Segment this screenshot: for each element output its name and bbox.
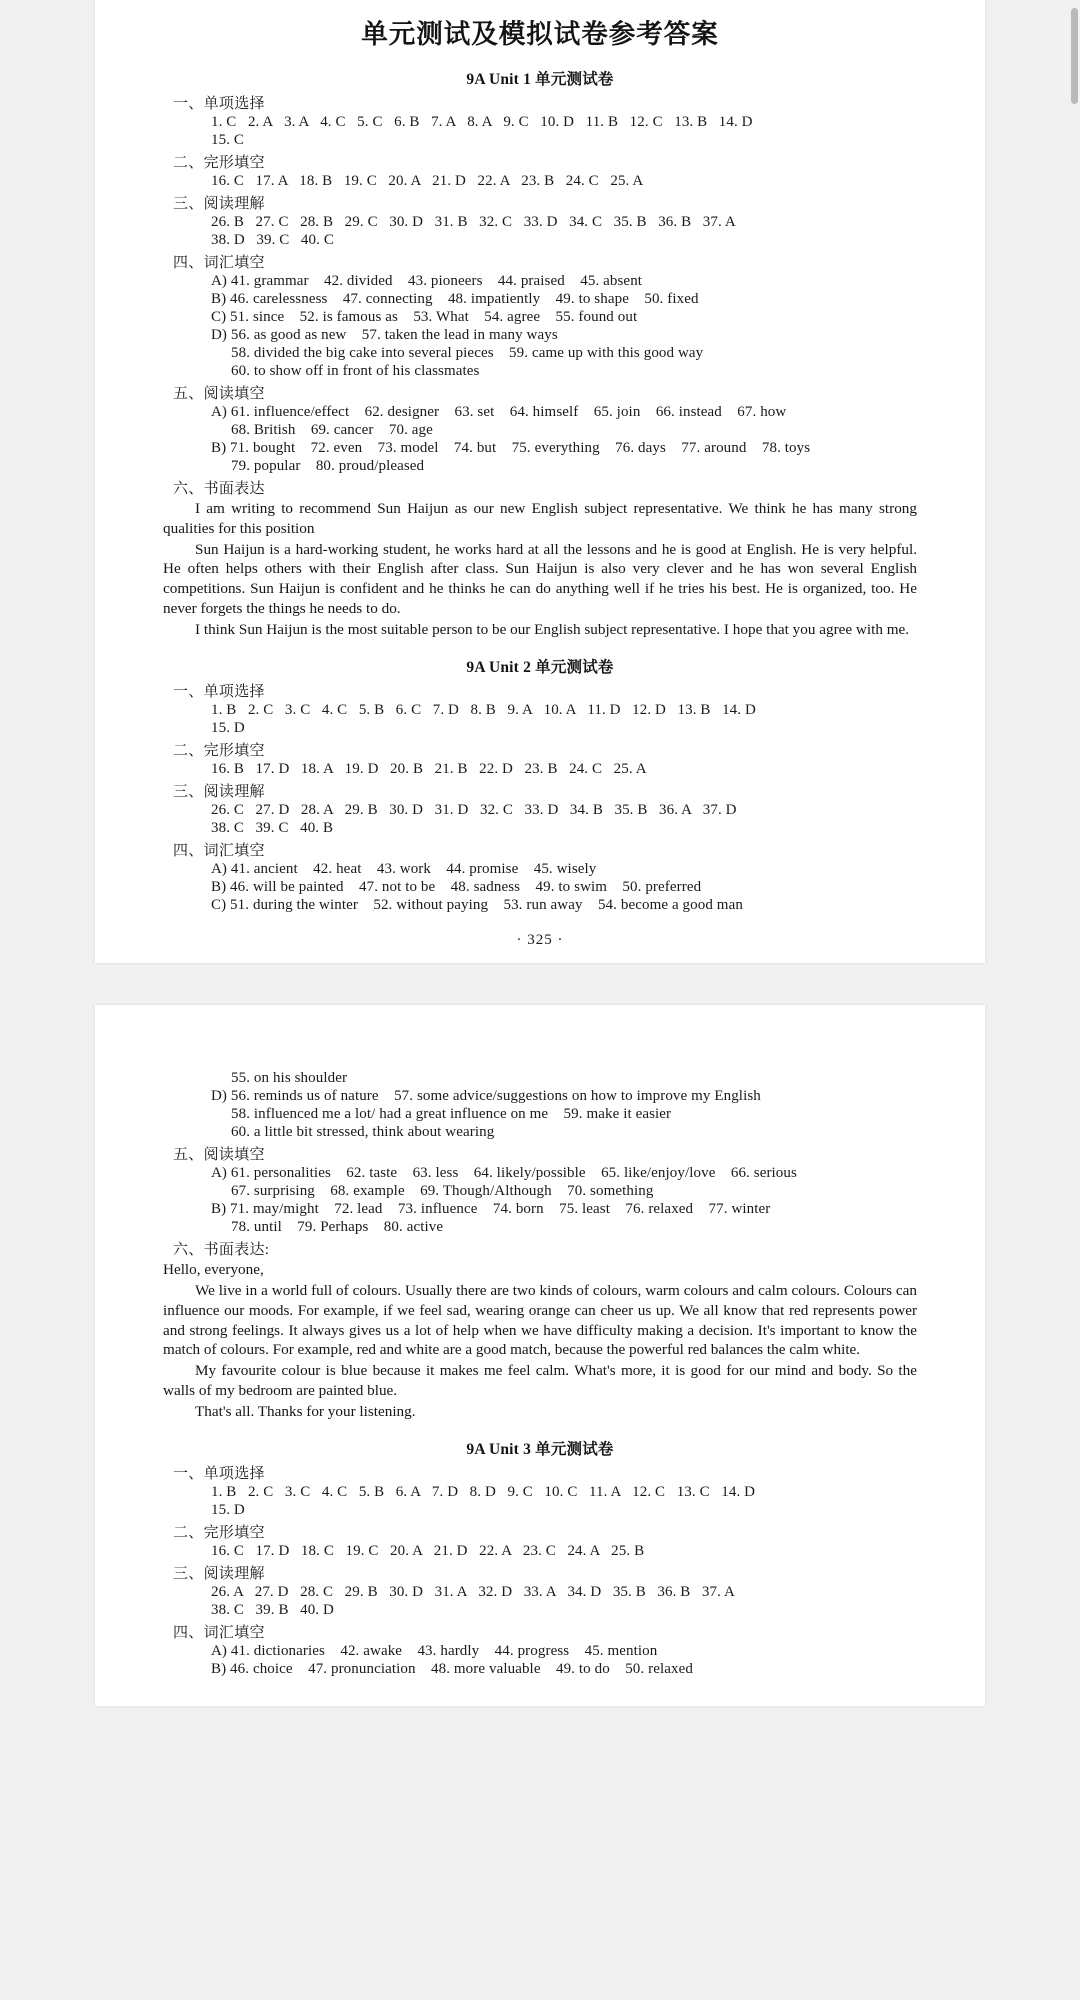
answer-line: 68. British 69. cancer 70. age bbox=[231, 422, 433, 438]
section-head: 四、词汇填空 bbox=[173, 1625, 265, 1642]
section-head: 一、单项选择 bbox=[173, 96, 265, 112]
answer-line: 15. D bbox=[211, 720, 245, 737]
answer-line: 38. C 39. B 40. D bbox=[211, 1602, 334, 1619]
section-head: 一、单项选择 bbox=[173, 684, 265, 701]
section-head: 五、阅读填空 bbox=[173, 386, 265, 402]
section-head: 二、完形填空 bbox=[173, 1525, 265, 1542]
answer-line: A) 41. grammar 42. divided 43. pioneers 44. praised 45. absent bbox=[211, 273, 643, 289]
answer-line: 16. B 17. D 18. A 19. D 20. B 21. B 22. D 23. B 24. C 25. A bbox=[211, 761, 647, 778]
answer-line: 1. B 2. C 3. C 4. C 5. B 6. C 7. D 8. B 9. A 10. A 11. D 12. D 13. B 14. D bbox=[211, 702, 756, 719]
essay-paragraph: That's all. Thanks for your listening. bbox=[195, 1402, 416, 1420]
answer-line: 1. B 2. C 3. C 4. C 5. B 6. A 7. D 8. D 9. C 10. C 11. A 12. C 13. C 14. D bbox=[211, 1484, 756, 1501]
answer-line: A) 61. personalities 62. taste 63. less 64. likely/possible 65. like/enjoy/love 66. serious bbox=[211, 1165, 797, 1182]
answer-line: A) 41. dictionaries 42. awake 43. hardly 44. progress 45. mention bbox=[211, 1643, 658, 1660]
answer-line: B) 46. will be painted 47. not to be 48. sadness 49. to swim 50. preferred bbox=[211, 879, 702, 896]
answer-line: 26. A 27. D 28. C 29. B 30. D 31. A 32. D 33. A 34. D 35. B 36. B 37. A bbox=[211, 1584, 735, 1601]
answer-line: 15. D bbox=[211, 1502, 245, 1519]
answer-line: 58. divided the big cake into several pieces 59. came up with this good way bbox=[231, 345, 704, 361]
section-head: 三、阅读理解 bbox=[173, 784, 265, 801]
answer-line: 67. surprising 68. example 69. Though/Although 70. something bbox=[231, 1183, 654, 1200]
answer-line: C) 51. during the winter 52. without paying 53. run away 54. become a good man bbox=[211, 897, 743, 914]
section-head: 四、词汇填空 bbox=[173, 843, 265, 860]
answer-line: B) 46. carelessness 47. connecting 48. impatiently 49. to shape 50. fixed bbox=[211, 291, 699, 307]
answer-line: 78. until 79. Perhaps 80. active bbox=[231, 1219, 444, 1236]
paper-title-unit1: 9A Unit 1 单元测试卷 bbox=[466, 71, 614, 88]
answer-line: 16. C 17. D 18. C 19. C 20. A 21. D 22. A 23. C 24. A 25. B bbox=[211, 1543, 645, 1560]
answer-line: 38. C 39. C 40. B bbox=[211, 820, 334, 837]
essay-paragraph: Sun Haijun is a hard-working student, he works hard at all the lessons and he is good at English. He is very helpful. He often helps others with their English after class. Sun Haijun is also very clever and he has won several English competitions. Sun Haijun is confident and he thinks he can do anything well if he tries his best. He is organized, too. He never forgets the things he needs to do. bbox=[163, 540, 917, 617]
essay-paragraph: My favourite colour is blue because it makes me feel calm. What's more, it is good for our mind and body. So the walls of my bedroom are painted blue. bbox=[163, 1362, 917, 1399]
answer-line: 26. C 27. D 28. A 29. B 30. D 31. D 32. C 33. D 34. B 35. B 36. A 37. D bbox=[211, 802, 737, 819]
essay-paragraph: I am writing to recommend Sun Haijun as our new English subject representative. We think he has many strong qualities for this position bbox=[163, 500, 917, 537]
answer-line: A) 61. influence/effect 62. designer 63. set 64. himself 65. join 66. instead 67. how bbox=[211, 404, 787, 420]
answer-line: 60. a little bit stressed, think about wearing bbox=[231, 1124, 495, 1141]
document-title: 单元测试及模拟试卷参考答案 bbox=[361, 19, 719, 50]
answer-line: 38. D 39. C 40. C bbox=[211, 232, 334, 248]
answer-line: 55. on his shoulder bbox=[231, 1070, 348, 1087]
answer-line: 26. B 27. C 28. B 29. C 30. D 31. B 32. C 33. D 34. C 35. B 36. B 37. A bbox=[211, 214, 736, 230]
answer-line: 1. C 2. A 3. A 4. C 5. C 6. B 7. A 8. A 9. C 10. D 11. B 12. C 13. B 14. D bbox=[211, 114, 753, 130]
paper-title-unit2: 9A Unit 2 单元测试卷 bbox=[466, 659, 614, 677]
answer-line: D) 56. as good as new 57. taken the lead in many ways bbox=[211, 327, 558, 343]
section-head: 四、词汇填空 bbox=[173, 255, 265, 271]
section-head: 五、阅读填空 bbox=[173, 1147, 265, 1164]
answer-line: D) 56. reminds us of nature 57. some advice/suggestions on how to improve my English bbox=[211, 1088, 761, 1105]
section-head: 二、完形填空 bbox=[173, 743, 265, 760]
essay-salutation: Hello, everyone, bbox=[163, 1261, 264, 1279]
paper-title-unit3: 9A Unit 3 单元测试卷 bbox=[466, 1441, 614, 1459]
document-page-2 bbox=[95, 1005, 985, 1706]
essay-paragraph: We live in a world full of colours. Usually there are two kinds of colours, warm colours and calm colours. Colours can influence our moods. For example, if we feel sad, wearing orange can cheer us up. We all know that red represents power and strong feelings. It always gives us a lot of help when we have difficulty making a decision. It's important to know the match of colours. For example, red and white are a good match, because the powerful red balances the calm white. bbox=[163, 1282, 917, 1359]
document-page-1 bbox=[95, 0, 985, 963]
section-head: 三、阅读理解 bbox=[173, 1566, 265, 1583]
section-head: 六、书面表达: bbox=[173, 1242, 270, 1259]
section-head: 六、书面表达 bbox=[173, 481, 265, 497]
answer-line: 79. popular 80. proud/pleased bbox=[231, 458, 425, 474]
page-separator bbox=[0, 963, 1080, 1005]
answer-line: A) 41. ancient 42. heat 43. work 44. promise 45. wisely bbox=[211, 861, 597, 878]
answer-line: B) 71. bought 72. even 73. model 74. but 75. everything 76. days 77. around 78. toys bbox=[211, 440, 811, 456]
section-head: 二、完形填空 bbox=[173, 155, 265, 171]
answer-line: 58. influenced me a lot/ had a great influence on me 59. make it easier bbox=[231, 1106, 672, 1123]
section-head: 三、阅读理解 bbox=[173, 196, 265, 212]
page-number: · 325 · bbox=[516, 932, 564, 949]
answer-line: 15. C bbox=[211, 132, 245, 148]
answer-line: 16. C 17. A 18. B 19. C 20. A 21. D 22. A 23. B 24. C 25. A bbox=[211, 173, 644, 189]
answer-line: C) 51. since 52. is famous as 53. What 54. agree 55. found out bbox=[211, 309, 638, 325]
scrollbar-thumb[interactable] bbox=[1071, 8, 1078, 104]
essay-paragraph: I think Sun Haijun is the most suitable person to be our English subject representative. I hope that you agree with me. bbox=[195, 620, 910, 638]
answer-line: B) 71. may/might 72. lead 73. influence 74. born 75. least 76. relaxed 77. winter bbox=[211, 1201, 771, 1218]
answer-line: 60. to show off in front of his classmates bbox=[231, 363, 480, 379]
answer-line: B) 46. choice 47. pronunciation 48. more valuable 49. to do 50. relaxed bbox=[211, 1661, 693, 1678]
section-head: 一、单项选择 bbox=[173, 1466, 265, 1483]
vertical-scrollbar[interactable] bbox=[1071, 0, 1078, 2000]
